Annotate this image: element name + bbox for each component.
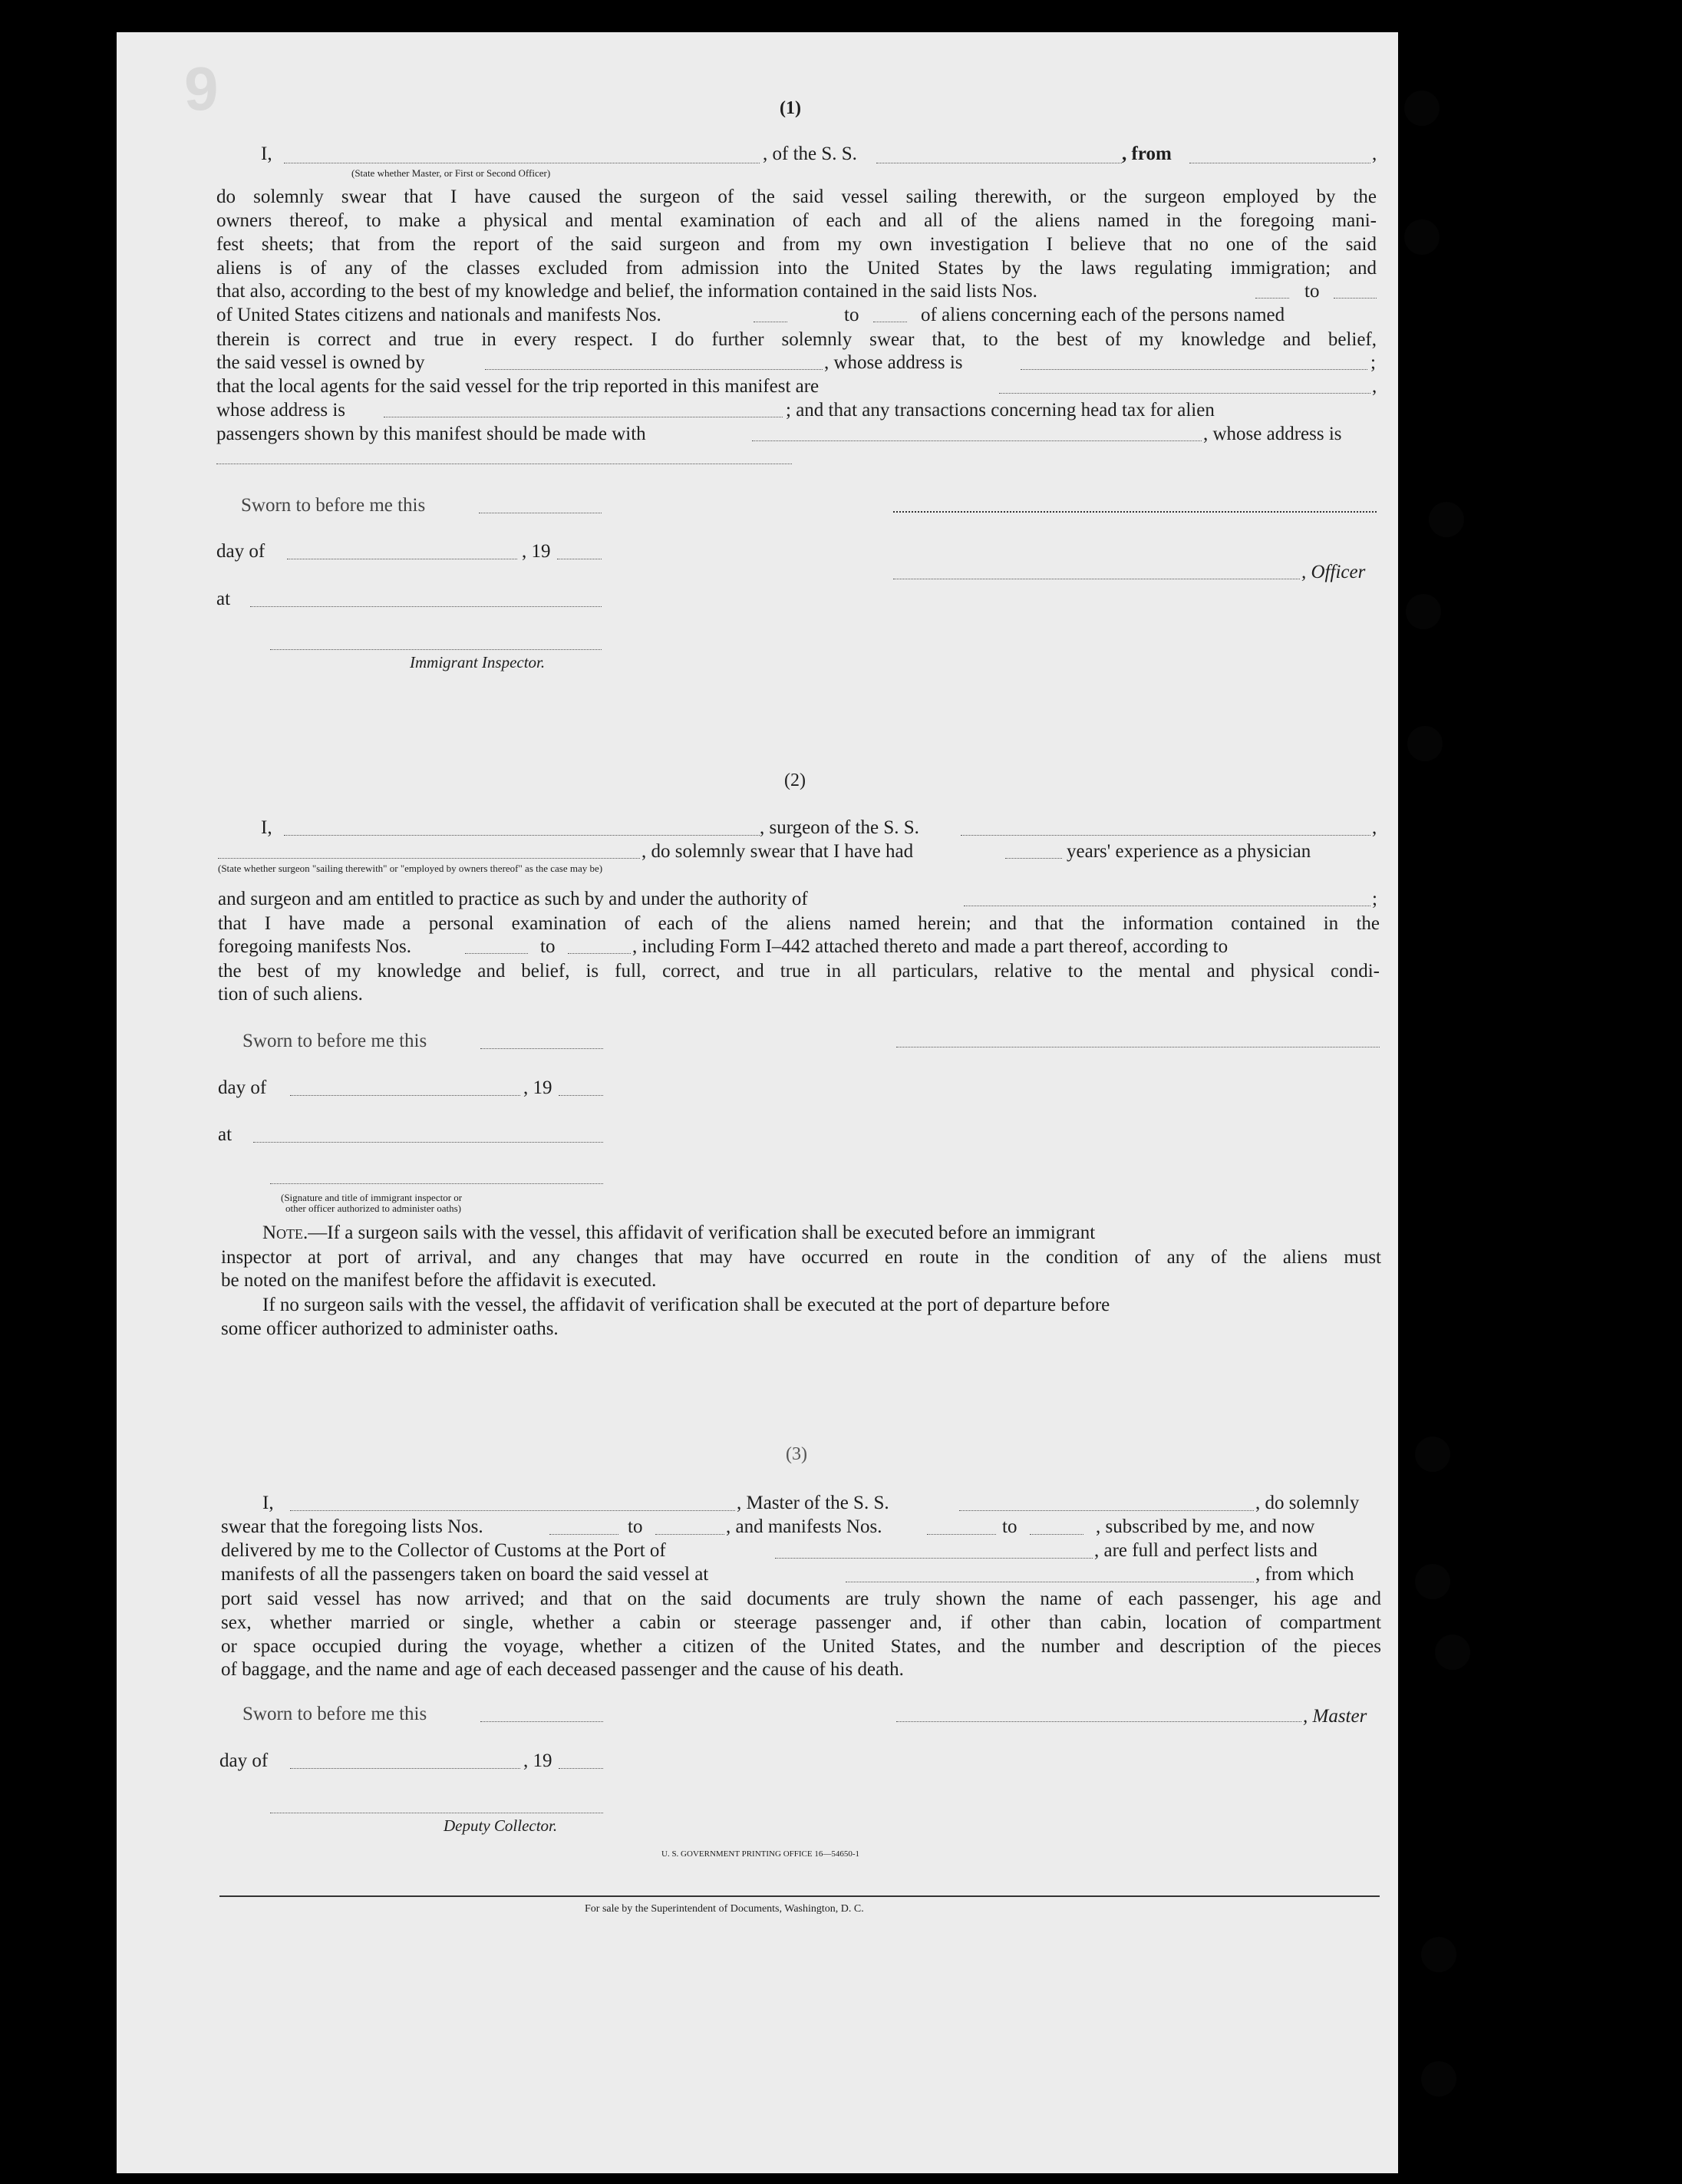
year-blank — [559, 1768, 603, 1769]
master-line: , and manifests Nos. — [726, 1516, 882, 1537]
year-label: , 19 — [522, 541, 551, 562]
surgeon-line: tion of such aliens. — [218, 984, 363, 1005]
surgeon-line: , including Form I–442 attached thereto and made a part thereof, according to — [632, 936, 1229, 957]
month-blank — [290, 1095, 520, 1096]
surgeon-line: that I have made a personal examination of each of the aliens named herein; and that the information contained in the — [218, 913, 1380, 934]
signature-line — [893, 511, 1377, 513]
sworn-label: Sworn to before me this — [242, 1704, 427, 1724]
oath-line: owners thereof, to make a physical and mental examination of each and all of the aliens named in the foregoing mani- — [216, 210, 1377, 231]
oath-intro: I, — [261, 144, 272, 164]
list-no-blank — [549, 1534, 618, 1535]
master-line: delivered by me to the Collector of Customs at the Port of — [221, 1540, 666, 1561]
day-of-label: day of — [218, 1077, 267, 1098]
oath-line: that the local agents for the said vessel for the trip reported in this manifest are — [216, 376, 820, 397]
punch-hole — [1406, 594, 1441, 629]
vessel-name-blank — [961, 835, 1370, 836]
inspector-signature-blank — [270, 1183, 603, 1184]
punch-hole — [1429, 502, 1464, 537]
punch-hole — [1404, 91, 1440, 126]
surgeon-name-blank — [284, 835, 760, 836]
show-through-ghost: 9 — [184, 54, 219, 123]
note-text: —If a surgeon sails with the vessel, this affidavit of verification shall be executed before an immigrant — [308, 1222, 1096, 1243]
oath-line: whose address is — [216, 400, 346, 421]
to-label: to — [844, 305, 859, 325]
officer-label: , Officer — [1301, 562, 1366, 582]
deputy-collector-label: Deputy Collector. — [444, 1816, 558, 1835]
surgeon-status-instruction: (State whether surgeon "sailing therewith" or "employed by owners thereof" as the case may be) — [218, 863, 603, 874]
manifest-no-blank — [465, 953, 528, 954]
signature-instruction: (Signature and title of immigrant inspector or — [281, 1192, 463, 1203]
day-of-label: day of — [219, 1750, 269, 1771]
section-1-heading: (1) — [780, 98, 801, 118]
comma: , — [1372, 817, 1377, 838]
punch-hole — [1407, 726, 1443, 761]
surgeon-line: , do solemnly swear that I have had — [641, 841, 914, 862]
oath-line: that also, according to the best of my knowledge and belief, the information contained in the said lists Nos. — [216, 281, 1037, 302]
surgeon-line: , surgeon of the S. S. — [760, 817, 919, 838]
oath-line: aliens is of any of the classes excluded from admission into the United States by the laws regulating immigration; and — [216, 258, 1377, 279]
punch-hole — [1415, 1437, 1450, 1472]
to-label: to — [628, 1516, 643, 1537]
surgeon-line: foregoing manifests Nos. — [218, 936, 412, 957]
owner-address-blank — [1021, 369, 1367, 370]
semicolon: ; — [1370, 352, 1376, 373]
master-label: , Master — [1303, 1706, 1367, 1727]
signature-instruction: other officer authorized to administer oaths) — [285, 1203, 461, 1214]
list-no-blank — [1255, 298, 1289, 299]
vessel-label: , of the S. S. — [763, 144, 857, 164]
printing-office-imprint: U. S. GOVERNMENT PRINTING OFFICE 16—54650-1 — [661, 1849, 860, 1859]
master-line: , from which — [1255, 1564, 1354, 1585]
from-label: , from — [1122, 144, 1172, 164]
punch-hole — [1435, 1635, 1470, 1670]
punch-hole — [1421, 1937, 1456, 1972]
year-label: , 19 — [523, 1750, 552, 1771]
master-line: swear that the foregoing lists Nos. — [221, 1516, 483, 1537]
footer-rule — [219, 1895, 1380, 1897]
agents-blank — [999, 393, 1370, 394]
manifest-no-blank — [568, 953, 631, 954]
sworn-date-blank — [480, 1721, 603, 1722]
sworn-label: Sworn to before me this — [242, 1031, 427, 1051]
semicolon: ; — [1372, 889, 1377, 909]
comma: , — [1372, 376, 1377, 397]
list-no-blank — [1334, 298, 1377, 299]
manifest-no-blank — [1030, 1534, 1083, 1535]
master-line: , subscribed by me, and now — [1096, 1516, 1315, 1537]
sale-notice: For sale by the Superintendent of Documents, Washington, D. C. — [585, 1903, 864, 1915]
sworn-date-blank — [480, 1048, 603, 1049]
oath-line: , whose address is — [1203, 424, 1342, 444]
head-tax-blank — [752, 440, 1202, 441]
master-line: , are full and perfect lists and — [1094, 1540, 1318, 1561]
years-blank — [1005, 858, 1062, 859]
oath-line: ; and that any transactions concerning head tax for alien — [786, 400, 1215, 421]
master-line: sex, whether married or single, whether a cabin or steerage passenger and, if other than cabin, location of compartment — [221, 1612, 1381, 1633]
master-line: , do solemnly — [1255, 1493, 1360, 1513]
oath-line: , whose address is — [824, 352, 963, 373]
oath-line: fest sheets; that from the report of the said surgeon and from my own investigation I believe that no one of the said — [216, 234, 1377, 255]
surgeon-line: years' experience as a physician — [1067, 841, 1311, 862]
to-label: to — [1304, 281, 1320, 302]
master-line: port said vessel has now arrived; and that on the said documents are truly shown the name of each passenger, his age and — [221, 1589, 1381, 1609]
surgeon-line: and surgeon and am entitled to practice as such by and under the authority of — [218, 889, 808, 909]
surgeon-status-blank — [218, 858, 640, 859]
master-line: of baggage, and the name and age of each deceased passenger and the cause of his death. — [221, 1659, 904, 1680]
vessel-name-blank — [959, 1510, 1254, 1511]
year-label: , 19 — [523, 1077, 552, 1098]
oath-line: the said vessel is owned by — [216, 352, 425, 373]
section-2-heading: (2) — [784, 770, 806, 790]
master-signature-blank — [896, 1721, 1301, 1722]
inspector-label: Immigrant Inspector. — [410, 653, 546, 671]
at-label: at — [216, 589, 231, 609]
inspector-signature-blank — [270, 649, 602, 650]
note-line — [262, 1222, 1095, 1245]
master-intro: I, — [262, 1493, 274, 1513]
note-line: inspector at port of arrival, and any changes that may have occurred en route in the condition of any of the aliens must — [221, 1247, 1381, 1268]
port-blank — [775, 1558, 1093, 1559]
sworn-label: Sworn to before me this — [241, 495, 426, 516]
to-label: to — [540, 936, 556, 957]
surgeon-line: the best of my knowledge and belief, is full, correct, and true in all particulars, relative to the mental and physical condi- — [218, 961, 1380, 981]
master-name-blank — [290, 1510, 735, 1511]
note-line: some officer authorized to administer oaths. — [221, 1318, 559, 1339]
comma: , — [1372, 144, 1377, 164]
master-line: or space occupied during the voyage, whether a citizen of the United States, and the number and description of the pieces — [221, 1636, 1381, 1657]
to-label: to — [1002, 1516, 1017, 1537]
punch-hole — [1415, 1564, 1450, 1599]
place-blank — [253, 1142, 603, 1143]
place-blank — [250, 606, 602, 607]
year-blank — [559, 1095, 603, 1096]
oath-line: therein is correct and true in every respect. I do further solemnly swear that, to the best of my knowledge and belief, — [216, 329, 1377, 350]
punch-hole — [1404, 219, 1440, 255]
month-blank — [290, 1768, 520, 1769]
section-3-heading: (3) — [786, 1444, 807, 1464]
note-label: Note. — [262, 1222, 308, 1243]
owner-blank — [485, 369, 823, 370]
oath-line: of United States citizens and nationals and manifests Nos. — [216, 305, 661, 325]
list-no-blank — [655, 1534, 724, 1535]
master-line: , Master of the S. S. — [737, 1493, 889, 1513]
note-line: be noted on the manifest before the affidavit is executed. — [221, 1270, 657, 1291]
oath-line: of aliens concerning each of the persons named — [921, 305, 1285, 325]
at-label: at — [218, 1124, 233, 1145]
oath-line: do solemnly swear that I have caused the surgeon of the said vessel sailing therewith, or the surgeon employed by the — [216, 186, 1377, 207]
rank-instruction: (State whether Master, or First or Second Officer) — [351, 167, 551, 179]
punch-hole — [1421, 2061, 1456, 2097]
surgeon-intro: I, — [261, 817, 272, 838]
manifest-no-blank — [927, 1534, 996, 1535]
master-line: manifests of all the passengers taken on board the said vessel at — [221, 1564, 709, 1585]
note-line: If no surgeon sails with the vessel, the affidavit of verification shall be executed at the port of departure before — [262, 1295, 1110, 1315]
day-of-label: day of — [216, 541, 265, 562]
oath-line: passengers shown by this manifest should be made with — [216, 424, 646, 444]
